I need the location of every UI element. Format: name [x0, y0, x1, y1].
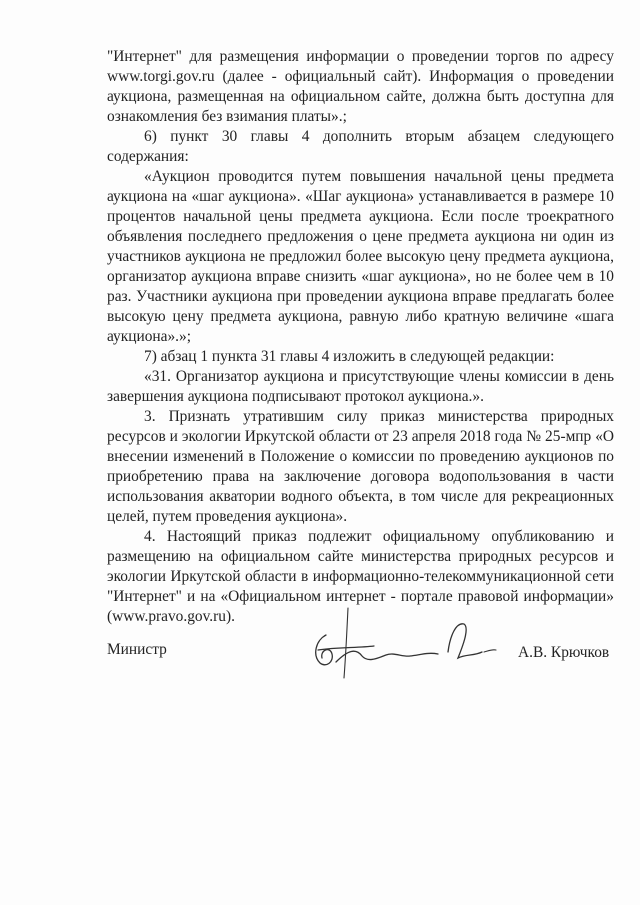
- text-line: высокую цену предмета аукциона, равную либо кратную величине «шага: [107, 308, 614, 325]
- text-line: «31. Организатор аукциона и присутствующие члены комиссии в день: [144, 368, 614, 385]
- text-line: экологии Иркутской области в информационно-телекоммуникационной сети: [107, 568, 614, 585]
- text-line: аукциона, размещенная на официальном сайте, должна быть доступна для: [107, 88, 614, 105]
- text-line: (www.pravo.gov.ru).: [107, 608, 235, 625]
- signatory-title: Министр: [107, 641, 167, 658]
- text-line: 7) абзац 1 пункта 31 главы 4 изложить в следующей редакции:: [144, 348, 555, 365]
- text-line: 4. Настоящий приказ подлежит официальному опубликованию и: [144, 528, 614, 545]
- text-line: ознакомления без взимания платы».;: [107, 108, 347, 125]
- handwritten-signature: [298, 600, 508, 680]
- text-line: 6) пункт 30 главы 4 дополнить вторым абзацем следующего: [144, 128, 614, 145]
- text-line: завершения аукциона подписывают протокол аукциона.».: [107, 388, 484, 405]
- text-line: www.torgi.gov.ru (далее - официальный сайт). Информация о проведении: [107, 68, 614, 85]
- text-line: "Интернет" для размещения информации о проведении торгов по адресу: [107, 48, 614, 65]
- text-line: ресурсов и экологии Иркутской области от 23 апреля 2018 года № 25-мпр «О: [107, 428, 614, 445]
- text-line: аукциона на «шаг аукциона». «Шаг аукциона» устанавливается в размере 10: [107, 188, 614, 205]
- text-line: внесении изменений в Положение о комиссии по проведению аукционов по: [107, 448, 614, 465]
- signatory-name: А.В. Крючков: [518, 644, 610, 661]
- text-line: размещению на официальном сайте министерства природных ресурсов и: [107, 548, 614, 565]
- text-line: "Интернет" и на «Официальном интернет - портале правовой информации»: [107, 588, 614, 605]
- text-line: объявления последнего предложения о цене предмета аукциона ни один из: [107, 228, 614, 245]
- text-line: раз. Участники аукциона при проведении аукциона вправе предлагать более: [107, 288, 614, 305]
- text-line: «Аукцион проводится путем повышения начальной цены предмета: [144, 168, 614, 185]
- text-line: содержания:: [107, 148, 189, 165]
- text-line: аукциона».»;: [107, 328, 191, 345]
- text-line: участников аукциона не предложил более высокую цену предмета аукциона,: [107, 248, 614, 265]
- text-line: процентов начальной цены предмета аукциона. Если после троекратного: [107, 208, 614, 225]
- text-line: приобретению права на заключение договора водопользования в части: [107, 468, 614, 485]
- text-line: целей, путем проведения аукциона».: [107, 508, 348, 525]
- text-line: 3. Признать утратившим силу приказ министерства природных: [144, 408, 614, 425]
- text-line: организатор аукциона вправе снизить «шаг аукциона», но не более чем в 10: [107, 268, 614, 285]
- text-line: использования акватории водного объекта, в том числе для рекреационных: [107, 488, 614, 505]
